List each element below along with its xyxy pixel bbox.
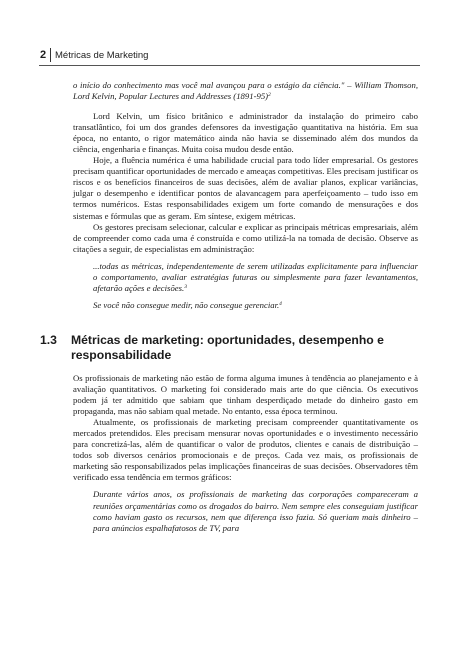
block-quote-medir <box>73 300 418 311</box>
paragraph-gestores: Os gestores precisam selecionar, calcular e explicar as principais métricas empresariais, além de compreender como cada uma é construída e como utilizá-la na tomada de decisão. Observe as citações a seguir, de especialistas em administração: <box>73 221 418 254</box>
quote-text: ...todas as métricas, independentemente de serem utilizadas explicitamente para influenciar o comportamento, avaliar estratégias futuras ou simplesmente para fazer levantamentos, afetarão ações e decisões. <box>93 260 418 293</box>
section-number: 1.3 <box>40 333 57 347</box>
footnote-ref: 2 <box>268 92 271 99</box>
body-text-bottom <box>73 373 418 534</box>
block-quote-durante: Durante vários anos, os profissionais de marketing das corporações compareceram a reuniões orçamentárias como os drogados do bairro. Nem sempre eles conseguiam justificar como haviam gasto os recursos, nem que diferença isso fazia. Só queriam mais dinheiro – para anúncios espalhafatosos de TV, para <box>93 489 418 533</box>
opening-quote: o início do conhecimento mas você mal avançou para o estágio da ciência." – William Thomson, Lord Kelvin, Popular Lectures and Addresses (1891-95) <box>73 80 418 102</box>
page-number: 2 <box>40 49 47 61</box>
paragraph-fluencia: Hoje, a fluência numérica é uma habilidade crucial para todo líder empresarial. Os gestores precisam quantificar oportunidades de mercado e ameaças competitivas. Eles precisam justificar os riscos e os benefícios financeiros de suas decisões, além de avaliar planos, explicar variâncias, julgar o desempenho e identificar pontos de alavancagem para aperfeiçoamento – tudo isso em termos numéricos. Estas responsabilidades exigem um forte comando de mensurações e dos sistemas e fórmulas que as geram. Em síntese, exigem métricas. <box>73 155 418 221</box>
section-title: Métricas de marketing: oportunidades, desempenho e responsabilidade <box>71 333 384 362</box>
opening-quote-paragraph <box>73 80 418 102</box>
quote-text: Se você não consegue medir, não consegue gerenciar. <box>93 299 280 310</box>
header-divider <box>50 48 51 62</box>
paragraph-atualmente: Atualmente, os profissionais de marketing precisam compreender quantitativamente os mercados pretendidos. Eles precisam mensurar novas oportunidades e o investimento necessário para concretizá-las, além de quantificar o valor de produtos, clientes e canais de distribuição – todos sob diversos cenários promocionais e de preços. Cada vez mais, os profissionais de marketing são responsabilizados pelas implicações financeiras de suas decisões. Observadores têm verificado essa tendência em termos gráficos: <box>73 417 418 483</box>
footnote-ref: 3 <box>184 283 187 290</box>
paragraph-profissionais: Os profissionais de marketing não estão de forma alguma imunes à tendência ao planejamento e à avaliação quantitativos. O marketing foi considerado mais arte do que ciência. Os executivos podem já ter admitido que sabiam que tinham desperdiçado metade do dinheiro gasto em propaganda, mas não sabiam qual metade. No entanto, essa época terminou. <box>73 373 418 417</box>
header-rule <box>39 65 420 66</box>
paragraph-kelvin: Lord Kelvin, um físico britânico e administrador da instalação do primeiro cabo transatlântico, foi um dos grandes defensores da investigação quantitativa na história. Em sua época, no entanto, o rigor matemático ainda não havia se disseminado além dos mundos da ciência, engenharia e finanças. Muita coisa mudou desde então. <box>73 111 418 155</box>
block-quote-metricas <box>73 261 418 294</box>
running-title: Métricas de Marketing <box>55 50 149 61</box>
page-header <box>39 46 420 64</box>
footnote-ref: 4 <box>279 300 282 307</box>
body-text-top <box>73 80 418 311</box>
